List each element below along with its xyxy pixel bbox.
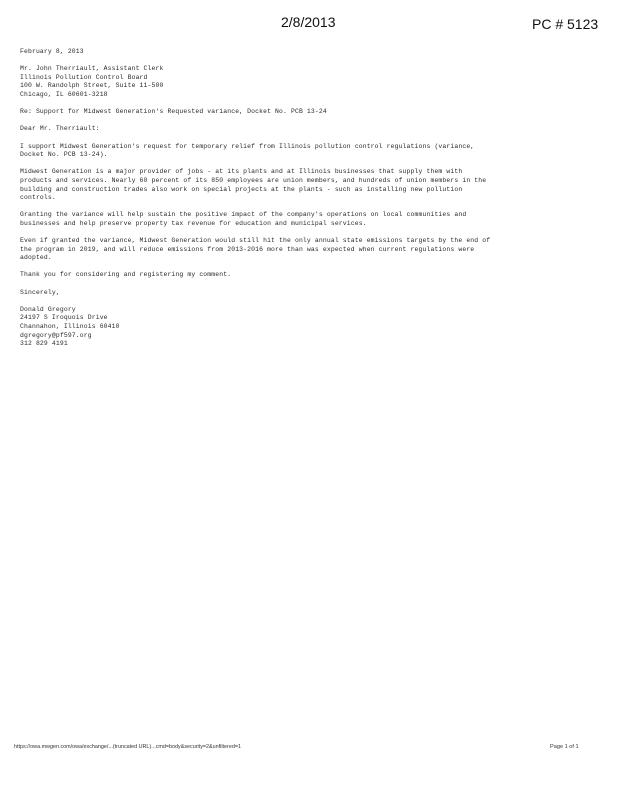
signer-phone: 312 829 4191 (20, 340, 68, 348)
recipient-line: Chicago, IL 60601-3218 (20, 90, 108, 98)
signer-email: dgregory@pf597.org (20, 331, 92, 339)
signer-name: Donald Gregory (20, 305, 76, 313)
paragraph-line: Granting the variance will help sustain the positive impact of the company's operations on local communities and (20, 211, 467, 219)
paragraph (20, 211, 592, 228)
signer-city: Channahon, Illinois 60410 (20, 323, 120, 330)
paragraph-line: businesses and help preserve property tax revenue for education and municipal services. (20, 219, 367, 227)
paragraph-line: Thank you for considering and registering my comment. (20, 271, 232, 279)
salutation: Dear Mr. Therriault: (20, 125, 100, 133)
closing: Sincerely, (20, 288, 60, 296)
recipient-line: Illinois Pollution Control Board (20, 73, 148, 81)
paragraph-line: controls. (20, 194, 56, 202)
header-date: 2/8/2013 (281, 14, 336, 30)
signature-block (20, 306, 592, 349)
footer-url: https://owa.mwgen.com/owa/exchange/...(truncated URL)...cmd=body&security=2&unfiltered=1 (14, 744, 241, 750)
public-comment-number: PC # 5123 (532, 16, 599, 32)
paragraph-line: Midwest Generation is a major provider of jobs - at its plants and at Illinois businesses that supply them with (20, 168, 463, 176)
letter-date: February 8, 2013 (20, 48, 84, 55)
paragraph-line: Even if granted the variance, Midwest Generation would still hit the only annual state emissions targets by the end of (20, 237, 491, 245)
paragraph-line: products and services. Nearly 60 percent of its 850 employees are union members, and hundreds of union members in the (20, 176, 487, 184)
recipient-address (20, 65, 592, 99)
paragraph-line: adopted. (20, 254, 52, 262)
paragraph (20, 143, 592, 160)
paragraph-line: the program in 2019, and will reduce emissions from 2013-2016 more than was expected when current regulations were (20, 245, 475, 253)
paragraph-line: Docket No. PCB 13-24). (20, 151, 108, 159)
paragraph (20, 271, 592, 280)
footer-page-number: Page 1 of 1 (550, 744, 579, 750)
paragraph-line: building and construction trades also work on special projects at the plants - such as installing new pollution (20, 185, 463, 193)
signer-street: 24197 S Iroquois Drive (20, 314, 108, 322)
letter-body (20, 48, 592, 349)
paragraph-line: I support Midwest Generation's request for temporary relief from Illinois pollution control regulations (variance, (20, 142, 475, 150)
subject-line: Re: Support for Midwest Generation's Requested variance, Docket No. PCB 13-24 (20, 108, 327, 116)
recipient-line: 100 W. Randolph Street, Suite 11-500 (20, 82, 164, 90)
paragraph (20, 168, 592, 202)
paragraph (20, 237, 592, 263)
recipient-line: Mr. John Therriault, Assistant Clerk (20, 65, 164, 73)
